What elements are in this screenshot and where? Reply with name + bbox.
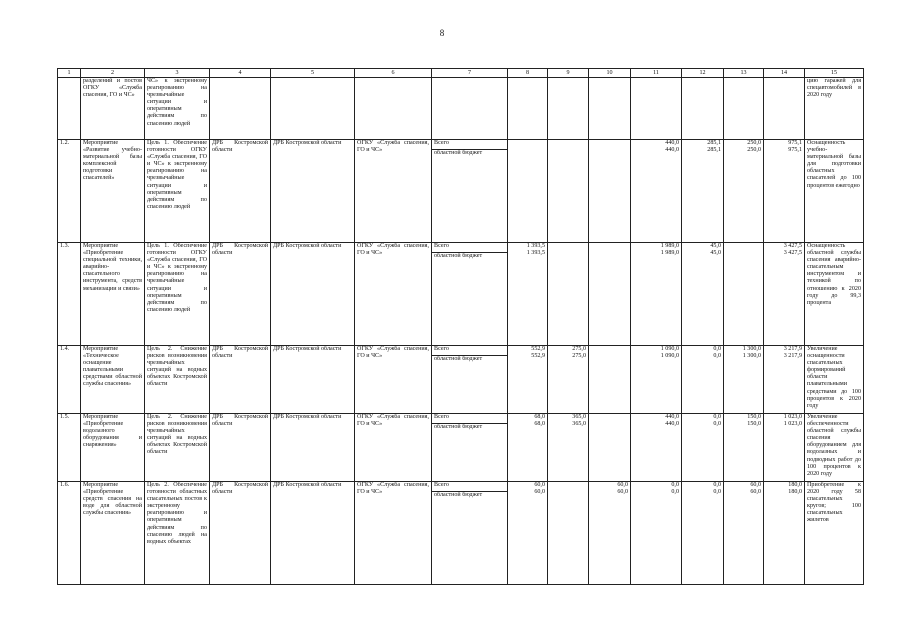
goal-cell: Цель 2. Снижение рисков возникновения чрезвычайных ситуаций на водных объектах Костромской области — [145, 346, 210, 414]
value-cell: 0,0 0,0 — [631, 482, 682, 585]
value-cell — [548, 243, 589, 346]
row-number: 1.6. — [58, 482, 81, 585]
source-total: Всего — [434, 243, 449, 249]
value-cell: 0,0 0,0 — [682, 414, 724, 482]
source-total: Всего — [434, 414, 449, 420]
result-cell: цию гаражей для спецавтомобилей в 2020 году — [805, 78, 864, 140]
row-number: 1.2. — [58, 140, 81, 243]
recipient-cell: ОГКУ «Служба спасения, ГО и ЧС» — [355, 243, 432, 346]
event-cell: Мероприятие «Развитие учебно-материальной базы комплексной подготовки спасателей» — [81, 140, 145, 243]
table-row — [58, 243, 864, 346]
value-cell: 250,0 250,0 — [724, 140, 764, 243]
col-header: 10 — [589, 69, 631, 78]
col-header: 2 — [81, 69, 145, 78]
value-cell: 365,0 365,0 — [548, 414, 589, 482]
coexecutor-cell: ДРБ Костромской области — [271, 243, 355, 346]
col-header: 13 — [724, 69, 764, 78]
source-total: Всего — [434, 140, 449, 146]
value-cell — [508, 140, 548, 243]
table-row-continuation — [58, 78, 864, 140]
coexecutor-cell: ДРБ Костромской области — [271, 414, 355, 482]
value-cell — [724, 243, 764, 346]
source-total: Всего — [434, 346, 449, 352]
col-header: 8 — [508, 69, 548, 78]
event-cell: Мероприятие «Приобретение водолазного оборудования и снаряжения» — [81, 414, 145, 482]
row-number: 1.3. — [58, 243, 81, 346]
page-number: 8 — [439, 28, 445, 38]
value-cell: 180,0 180,0 — [764, 482, 805, 585]
table-row — [58, 346, 864, 414]
value-cell — [589, 414, 631, 482]
result-cell: Оснащенность областной службы спасения аварийно-спасательным инструментом и техникой по отношению к 2020 году до 99,3 процента — [805, 243, 864, 346]
event-cell: Мероприятие «Приобретение средств спасения на воде для областной службы спасения» — [81, 482, 145, 585]
value-cell: 1 989,0 1 989,0 — [631, 243, 682, 346]
coexecutor-cell: ДРБ Костромской области — [271, 482, 355, 585]
col-header: 5 — [271, 69, 355, 78]
value-cell — [548, 482, 589, 585]
value-cell: 60,0 60,0 — [508, 482, 548, 585]
value-cell: 45,0 45,0 — [682, 243, 724, 346]
value-cell: 285,1 285,1 — [682, 140, 724, 243]
source-cell — [432, 346, 508, 414]
executor-cell: ДРБ Костромской области — [210, 346, 271, 414]
value-cell: 1 393,5 1 393,5 — [508, 243, 548, 346]
value-cell: 0,0 0,0 — [682, 482, 724, 585]
source-regional: областной бюджет — [432, 149, 507, 157]
recipient-cell: ОГКУ «Служба спасения, ГО и ЧС» — [355, 414, 432, 482]
goal-cell: Цель 2. Обеспечение готовности областных спасательных постов к экстренному реагированию и оперативным действиям по спасению людей на водных объектах — [145, 482, 210, 585]
source-total: Всего — [434, 482, 449, 488]
goal-cell: Цель 1. Обеспечение готовности ОГКУ «Служба спасения, ГО и ЧС» к экстренному реагированию на чрезвычайные ситуации и оперативным действиям по спасению людей — [145, 243, 210, 346]
coexecutor-cell: ДРБ Костромской области — [271, 140, 355, 243]
value-cell: 1 300,0 1 300,0 — [724, 346, 764, 414]
row-number: 1.4. — [58, 346, 81, 414]
executor-cell: ДРБ Костромской области — [210, 414, 271, 482]
col-header: 6 — [355, 69, 432, 78]
col-header: 1 — [58, 69, 81, 78]
source-regional: областной бюджет — [432, 491, 507, 499]
value-cell: 275,0 275,0 — [548, 346, 589, 414]
col-header: 7 — [432, 69, 508, 78]
value-cell — [589, 346, 631, 414]
value-cell: 60,0 60,0 — [724, 482, 764, 585]
goal-cell: Цель 2. Снижение рисков возникновения чрезвычайных ситуаций на водных объектах Костромской области — [145, 414, 210, 482]
source-regional: областной бюджет — [432, 423, 507, 431]
goal-cell: ЧС» к экстренному реагированию на чрезвычайные ситуации и оперативным действиям по спасению людей — [145, 78, 210, 140]
value-cell: 3 427,5 3 427,5 — [764, 243, 805, 346]
table-row — [58, 482, 864, 585]
table-row — [58, 140, 864, 243]
event-cell: Мероприятие «Техническое оснащение плавательными средствами областной службы спасения» — [81, 346, 145, 414]
source-regional: областной бюджет — [432, 252, 507, 260]
value-cell — [589, 243, 631, 346]
executor-cell: ДРБ Костромской области — [210, 243, 271, 346]
col-header: 4 — [210, 69, 271, 78]
value-cell: 0,0 0,0 — [682, 346, 724, 414]
value-cell: 440,0 440,0 — [631, 140, 682, 243]
value-cell: 440,0 440,0 — [631, 414, 682, 482]
value-cell — [548, 140, 589, 243]
value-cell: 552,9 552,9 — [508, 346, 548, 414]
col-header: 3 — [145, 69, 210, 78]
executor-cell: ДРБ Костромской области — [210, 482, 271, 585]
source-cell — [432, 140, 508, 243]
coexecutor-cell: ДРБ Костромской области — [271, 346, 355, 414]
value-cell: 1 090,0 1 090,0 — [631, 346, 682, 414]
result-cell: Приобретение к 2020 году 58 спасательных кругов; 100 спасательных жилетов — [805, 482, 864, 585]
program-table — [57, 68, 864, 585]
source-cell — [432, 243, 508, 346]
recipient-cell: ОГКУ «Служба спасения, ГО и ЧС» — [355, 482, 432, 585]
col-header: 12 — [682, 69, 724, 78]
result-cell: Увеличение оснащенности спасательных формирований области плавательными средствами до 100 процентов к 2020 году — [805, 346, 864, 414]
row-number: 1.5. — [58, 414, 81, 482]
source-cell — [432, 414, 508, 482]
goal-cell: Цель 1. Обеспечение готовности ОГКУ «Служба спасения, ГО и ЧС» к экстренному реагированию на чрезвычайные ситуации и оперативным действиям по спасению людей — [145, 140, 210, 243]
table-row — [58, 414, 864, 482]
source-regional: областной бюджет — [432, 355, 507, 363]
result-cell: Оснащенность учебно-материальной базы для подготовки областных спасателей до 100 процентов ежегодно — [805, 140, 864, 243]
executor-cell: ДРБ Костромской области — [210, 140, 271, 243]
value-cell — [589, 140, 631, 243]
value-cell: 3 217,9 3 217,9 — [764, 346, 805, 414]
event-cell: разделений и постов ОГКУ «Служба спасения, ГО и ЧС» — [81, 78, 145, 140]
source-cell — [432, 482, 508, 585]
recipient-cell: ОГКУ «Служба спасения, ГО и ЧС» — [355, 346, 432, 414]
value-cell: 1 023,0 1 023,0 — [764, 414, 805, 482]
col-header: 15 — [805, 69, 864, 78]
value-cell: 60,0 60,0 — [589, 482, 631, 585]
value-cell: 975,1 975,1 — [764, 140, 805, 243]
value-cell: 150,0 150,0 — [724, 414, 764, 482]
col-header: 9 — [548, 69, 589, 78]
event-cell: Мероприятие «Приобретение специальной техники, аварийно-спасательного инструмента, средств механизации и связи» — [81, 243, 145, 346]
col-header: 14 — [764, 69, 805, 78]
col-header: 11 — [631, 69, 682, 78]
recipient-cell: ОГКУ «Служба спасения, ГО и ЧС» — [355, 140, 432, 243]
header-row — [58, 69, 864, 78]
result-cell: Увеличение обеспеченности областной службы спасения оборудованием для водолазных и подводных работ до 100 процентов к 2020 году — [805, 414, 864, 482]
value-cell: 68,0 68,0 — [508, 414, 548, 482]
